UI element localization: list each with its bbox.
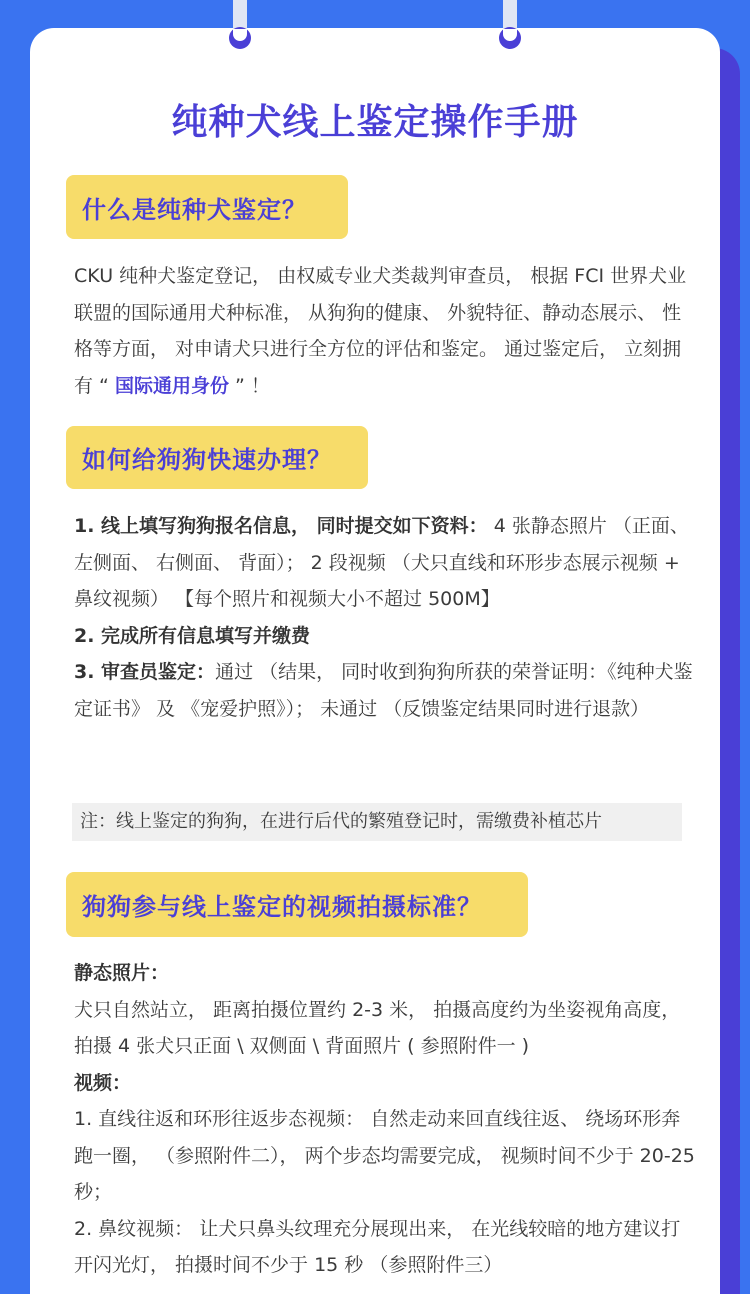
step-3 [74,654,698,727]
step-3-text: 通过 （结果， 同时收到狗狗所获的荣誉证明：《纯种犬鉴定证书》 及 《宠爱护照》）； 未通过 （反馈鉴定结果同时进行退款） [74,661,693,720]
video-item-1: 1. 直线往返和环形往返步态视频： 自然走动来回直线往返、 绕场环形奔跑一圈， （参照附件二）， 两个步态均需要完成， 视频时间不少于 20-25 秒； [74,1108,695,1203]
section-heading-standards: 狗狗参与线上鉴定的视频拍摄标准？ [66,872,528,937]
intro-paragraph [74,258,698,404]
static-photo-label: 静态照片： [74,962,170,984]
step-3-label: 3. 审查员鉴定： [74,661,216,683]
intro-text: CKU 纯种犬鉴定登记， 由权威专业犬类裁判审查员， 根据 FCI 世界犬业联盟的国际通用犬种标准， 从狗狗的健康、 外貌特征、静动态展示、 性格等方面， 对申请犬只进行全方位的评估和鉴定。 通过鉴定后， 立刻拥有 “ [74,265,687,397]
intro-highlight: 国际通用身份 [114,374,229,397]
step-1 [74,508,698,618]
steps-list [74,508,698,727]
binder-ring-right [499,0,521,50]
step-2-label: 2. 完成所有信息填写并缴费 [74,624,311,647]
note-box: 注：线上鉴定的狗狗，在进行后代的繁殖登记时，需缴费补植芯片 [72,803,682,841]
section-heading-what: 什么是纯种犬鉴定？ [66,175,348,239]
standards-list [74,955,698,1284]
section-heading-how: 如何给狗狗快速办理？ [66,426,368,489]
page-title: 纯种犬线上鉴定操作手册 [171,102,579,143]
static-photo-text: 犬只自然站立， 距离拍摄位置约 2-3 米， 拍摄高度约为坐姿视角高度， 拍摄 4 张犬只正面 \ 双侧面 \ 背面照片 ( 参照附件一 ) [74,998,681,1057]
step-1-text: 4 张静态照片 （正面、 左侧面、 右侧面、 背面）； 2 段视频 （犬只直线和环形步态展示视频 + 鼻纹视频） 【每个照片和视频大小不超过 500M】 [74,515,689,610]
video-label: 视频： [74,1071,132,1094]
video-item-2: 2. 鼻纹视频： 让犬只鼻头纹理充分展现出来， 在光线较暗的地方建议打开闪光灯， 拍摄时间不少于 15 秒 （参照附件三） [74,1217,681,1276]
binder-ring-left [229,0,251,50]
step-1-label: 1. 线上填写狗狗报名信息， 同时提交如下资料： [74,515,488,537]
intro-text-end: ” ！ [228,374,270,397]
